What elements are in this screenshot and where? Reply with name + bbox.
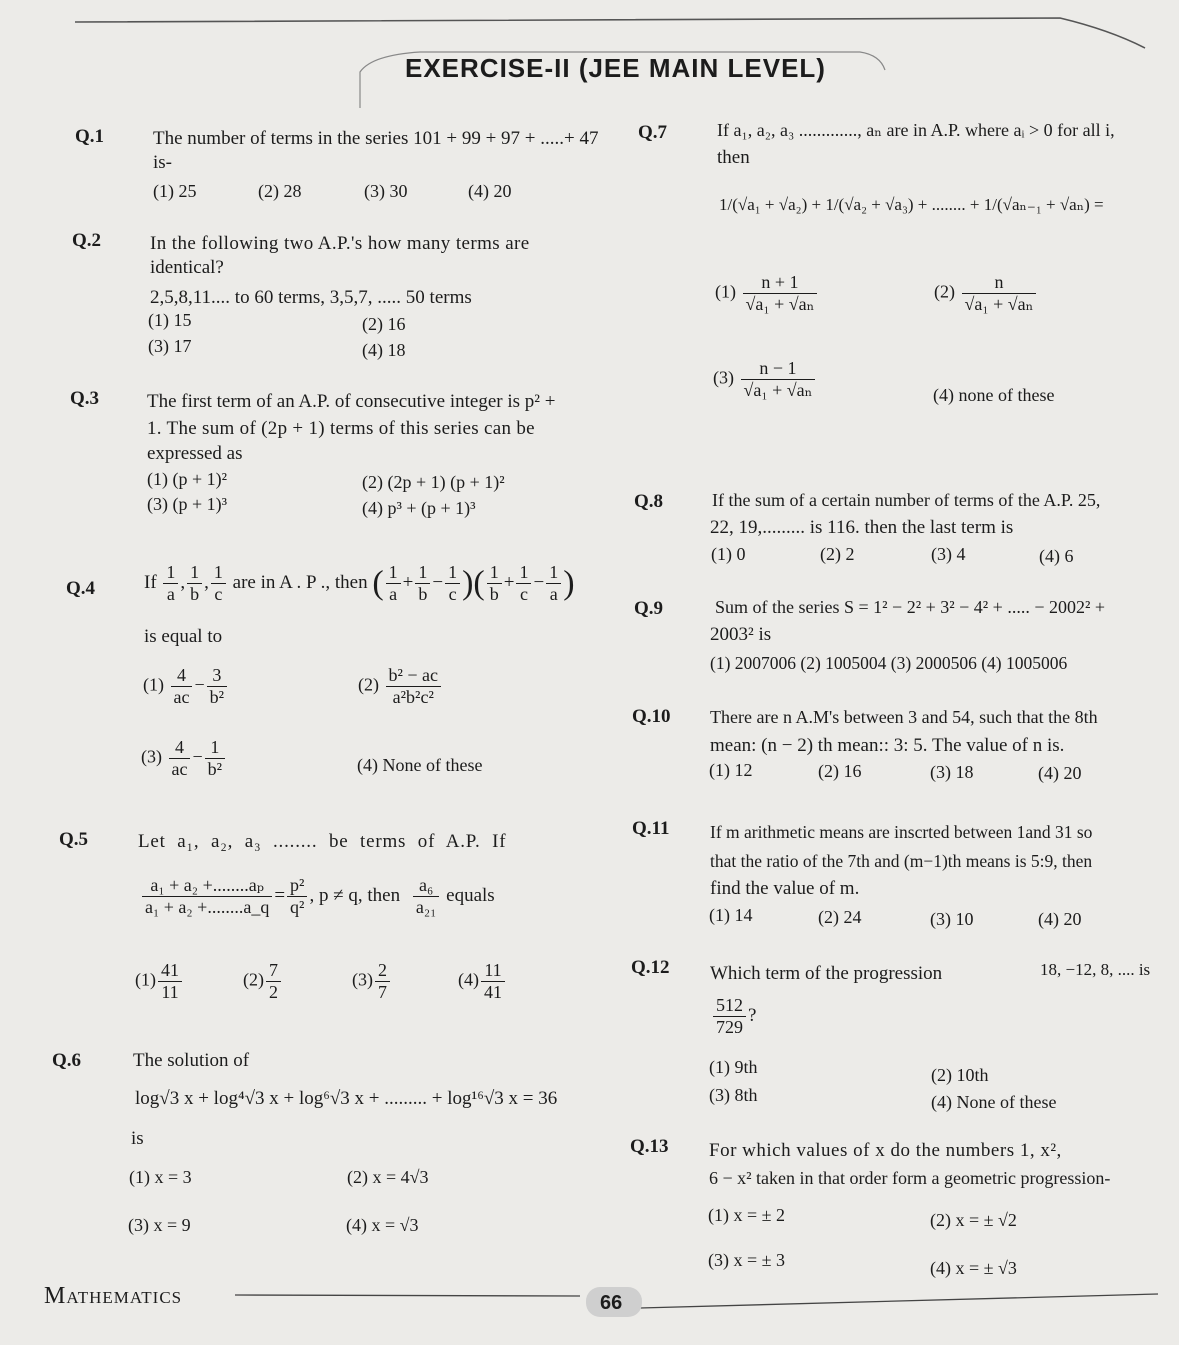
- question-text: that the ratio of the 7th and (m−1)th means is 5:9, then: [710, 851, 1093, 871]
- option[interactable]: (2) 16: [362, 314, 406, 334]
- option[interactable]: (4) 20: [1038, 763, 1082, 783]
- option[interactable]: (2) 10th: [931, 1065, 989, 1085]
- question-text: expressed as: [147, 443, 243, 464]
- option[interactable]: (3) (p + 1)³: [147, 494, 228, 514]
- question-number: Q.7: [638, 122, 668, 143]
- question-sequence: 18, −12, 8, .... is: [1040, 960, 1151, 979]
- question-text: Sum of the series S = 1² − 2² + 3² − 4² + ..... − 2002² +: [715, 597, 1106, 617]
- question-text: is: [131, 1128, 144, 1149]
- option[interactable]: (3) $\frac{4}{ac}$ − $\frac{1}{\text{b²}}$: [141, 737, 227, 780]
- question-text: 2,5,8,11.... to 60 terms, 3,5,7, ..... 50 terms: [150, 287, 472, 308]
- footer-subject: Mathematics: [44, 1283, 183, 1309]
- option[interactable]: (1) x = ± 2: [708, 1205, 786, 1225]
- page-title: EXERCISE-II (JEE MAIN LEVEL): [405, 53, 826, 83]
- option[interactable]: (1) x = 3: [129, 1167, 192, 1187]
- option[interactable]: (3) 17: [148, 336, 192, 356]
- option[interactable]: (3) 4: [931, 544, 966, 564]
- question-number: Q.8: [634, 491, 664, 512]
- question-text: are in A . P ., then: [232, 571, 368, 593]
- option[interactable]: (4) 20: [1038, 909, 1082, 929]
- if-label: If: [144, 571, 157, 593]
- option[interactable]: (1) 15: [148, 310, 192, 330]
- option[interactable]: (3) 8th: [709, 1085, 758, 1105]
- page-number: 66: [600, 1292, 623, 1314]
- option[interactable]: (1) 14: [709, 905, 753, 925]
- option[interactable]: (1) 0: [711, 544, 746, 564]
- option[interactable]: (3) $\frac{2}{7}$: [352, 960, 392, 1003]
- option[interactable]: (1) 12: [709, 760, 753, 780]
- question-number: Q.2: [72, 230, 102, 251]
- question-text: identical?: [150, 257, 224, 278]
- option[interactable]: (3) 30: [364, 181, 408, 201]
- option[interactable]: (2) 16: [818, 761, 862, 781]
- option[interactable]: (3) 18: [930, 762, 974, 782]
- question-text: In the following two A.P.'s how many terms are: [150, 233, 530, 254]
- option[interactable]: (2) 2: [820, 544, 855, 564]
- question-text: then: [717, 147, 750, 168]
- option[interactable]: (1) 25: [153, 181, 197, 201]
- question-text: is-: [153, 152, 172, 173]
- option[interactable]: (2) 28: [258, 181, 302, 201]
- question-expression: $\frac{\text{a₁ + a₂ +........aₚ}}{\text{a₁ + a₂ +........a\_q}}$ = $\frac{\text{p²}}{\text{q²}}$ , p ≠ q, then $\frac{\text{a₆}}{\text{a₂₁}}$ equals: [140, 875, 495, 918]
- question-text: If the sum of a certain number of terms of the A.P. 25,: [712, 490, 1101, 510]
- option[interactable]: (2) $\frac{7}{2}$: [243, 960, 283, 1003]
- option[interactable]: (3) x = 9: [128, 1215, 191, 1235]
- option[interactable]: (4) 6: [1039, 546, 1074, 566]
- footer-rule: [0, 1280, 1179, 1320]
- question-text: If a₁, a₂, a₃ ............., aₙ are in A.P. where aᵢ > 0 for all i,: [717, 120, 1115, 140]
- question-equation: log√3 x + log⁴√3 x + log⁶√3 x + ......... + log¹⁶√3 x = 36: [135, 1088, 558, 1109]
- question-text: There are n A.M's between 3 and 54, such that the 8th: [710, 707, 1098, 727]
- option[interactable]: (3) x = ± 3: [708, 1250, 786, 1270]
- option[interactable]: (1) $\frac{4}{ac}$ − $\frac{3}{\text{b²}}$: [143, 665, 229, 708]
- option-list[interactable]: (1) 2007006 (2) 1005004 (3) 2000506 (4) 1005006: [710, 653, 1068, 673]
- option[interactable]: (4) $\frac{11}{41}$: [458, 960, 507, 1003]
- question-number: Q.12: [631, 957, 670, 978]
- option[interactable]: (1) (p + 1)²: [147, 469, 228, 489]
- question-number: Q.3: [70, 388, 100, 409]
- question-text: 2003² is: [710, 624, 772, 645]
- question-text: 22, 19,......... is 116. then the last term is: [710, 517, 1014, 538]
- option[interactable]: (2) $\frac{n}{\text{√a₁ + √aₙ}}$: [934, 272, 1038, 315]
- question-text: The solution of: [133, 1050, 250, 1071]
- option[interactable]: (3) 10: [930, 909, 974, 929]
- option[interactable]: (4) none of these: [933, 385, 1055, 405]
- option[interactable]: (4) 18: [362, 340, 406, 360]
- option[interactable]: (4) None of these: [357, 755, 483, 775]
- question-text: find the value of m.: [710, 878, 860, 899]
- option[interactable]: (2) (2p + 1) (p + 1)²: [362, 472, 505, 492]
- option[interactable]: (1) $\frac{n + 1}{\text{√a₁ + √aₙ}}$: [715, 272, 819, 315]
- question-number: Q.9: [634, 598, 664, 619]
- option[interactable]: (1) $\frac{41}{11}$: [135, 960, 184, 1003]
- option[interactable]: (1) 9th: [709, 1057, 758, 1077]
- question-number: Q.13: [630, 1136, 669, 1157]
- option[interactable]: (2) x = ± √2: [930, 1210, 1017, 1230]
- option[interactable]: (3) $\frac{n - 1}{\text{√a₁ + √aₙ}}$: [713, 358, 817, 401]
- question-text: Which term of the progression: [710, 963, 943, 984]
- question-text: For which values of x do the numbers 1, x²,: [709, 1140, 1062, 1161]
- option[interactable]: (4) x = √3: [346, 1215, 419, 1235]
- question-number: Q.1: [75, 126, 105, 147]
- question-number: Q.4: [66, 578, 96, 599]
- question-number: Q.11: [632, 818, 670, 839]
- option[interactable]: (2) x = 4√3: [347, 1167, 429, 1187]
- question-text: 1. The sum of (2p + 1) terms of this series can be: [147, 418, 535, 439]
- question-number: Q.5: [59, 829, 89, 850]
- question-expression: 1/(√a₁ + √a₂) + 1/(√a₂ + √a₃) + ........ + 1/(√aₙ₋₁ + √aₙ) =: [719, 195, 1104, 214]
- option[interactable]: (2) $\frac{\text{b² − ac}}{\text{a²b²c²}}$: [358, 665, 443, 708]
- question-text: If m arithmetic means are inscrted between 1and 31 so: [710, 822, 1093, 842]
- option[interactable]: (4) p³ + (p + 1)³: [362, 498, 476, 518]
- question-text: is equal to: [144, 626, 223, 647]
- question-text: Let a₁, a₂, a₃ ........ be terms of A.P. If: [138, 831, 507, 852]
- question-number: Q.10: [632, 706, 671, 727]
- option[interactable]: (4) None of these: [931, 1092, 1057, 1112]
- question-text: 6 − x² taken in that order form a geometric progression-: [709, 1168, 1111, 1188]
- question-fraction: $\frac{512}{729}$ ?: [711, 995, 756, 1038]
- question-text: The number of terms in the series 101 + 99 + 97 + .....+ 47: [153, 128, 599, 149]
- option[interactable]: (4) 20: [468, 181, 512, 201]
- question-text: mean: (n − 2) th mean:: 3: 5. The value of n is.: [710, 735, 1065, 756]
- option[interactable]: (4) x = ± √3: [930, 1258, 1017, 1278]
- question-text: The first term of an A.P. of consecutive integer is p² +: [147, 391, 556, 412]
- question-expression: If $\frac{1}{a}$ , $\frac{1}{b}$ , $\frac{1}{c}$ are in A . P ., then ( $\frac{1}{a}$ + $\frac{1}{b}$ − $\frac{1}{c}$ )( $\frac{1}{b}$ + $\frac{1}{c}$ − $\frac{1}{a}$ ): [144, 562, 575, 604]
- question-number: Q.6: [52, 1050, 82, 1071]
- option[interactable]: (2) 24: [818, 907, 862, 927]
